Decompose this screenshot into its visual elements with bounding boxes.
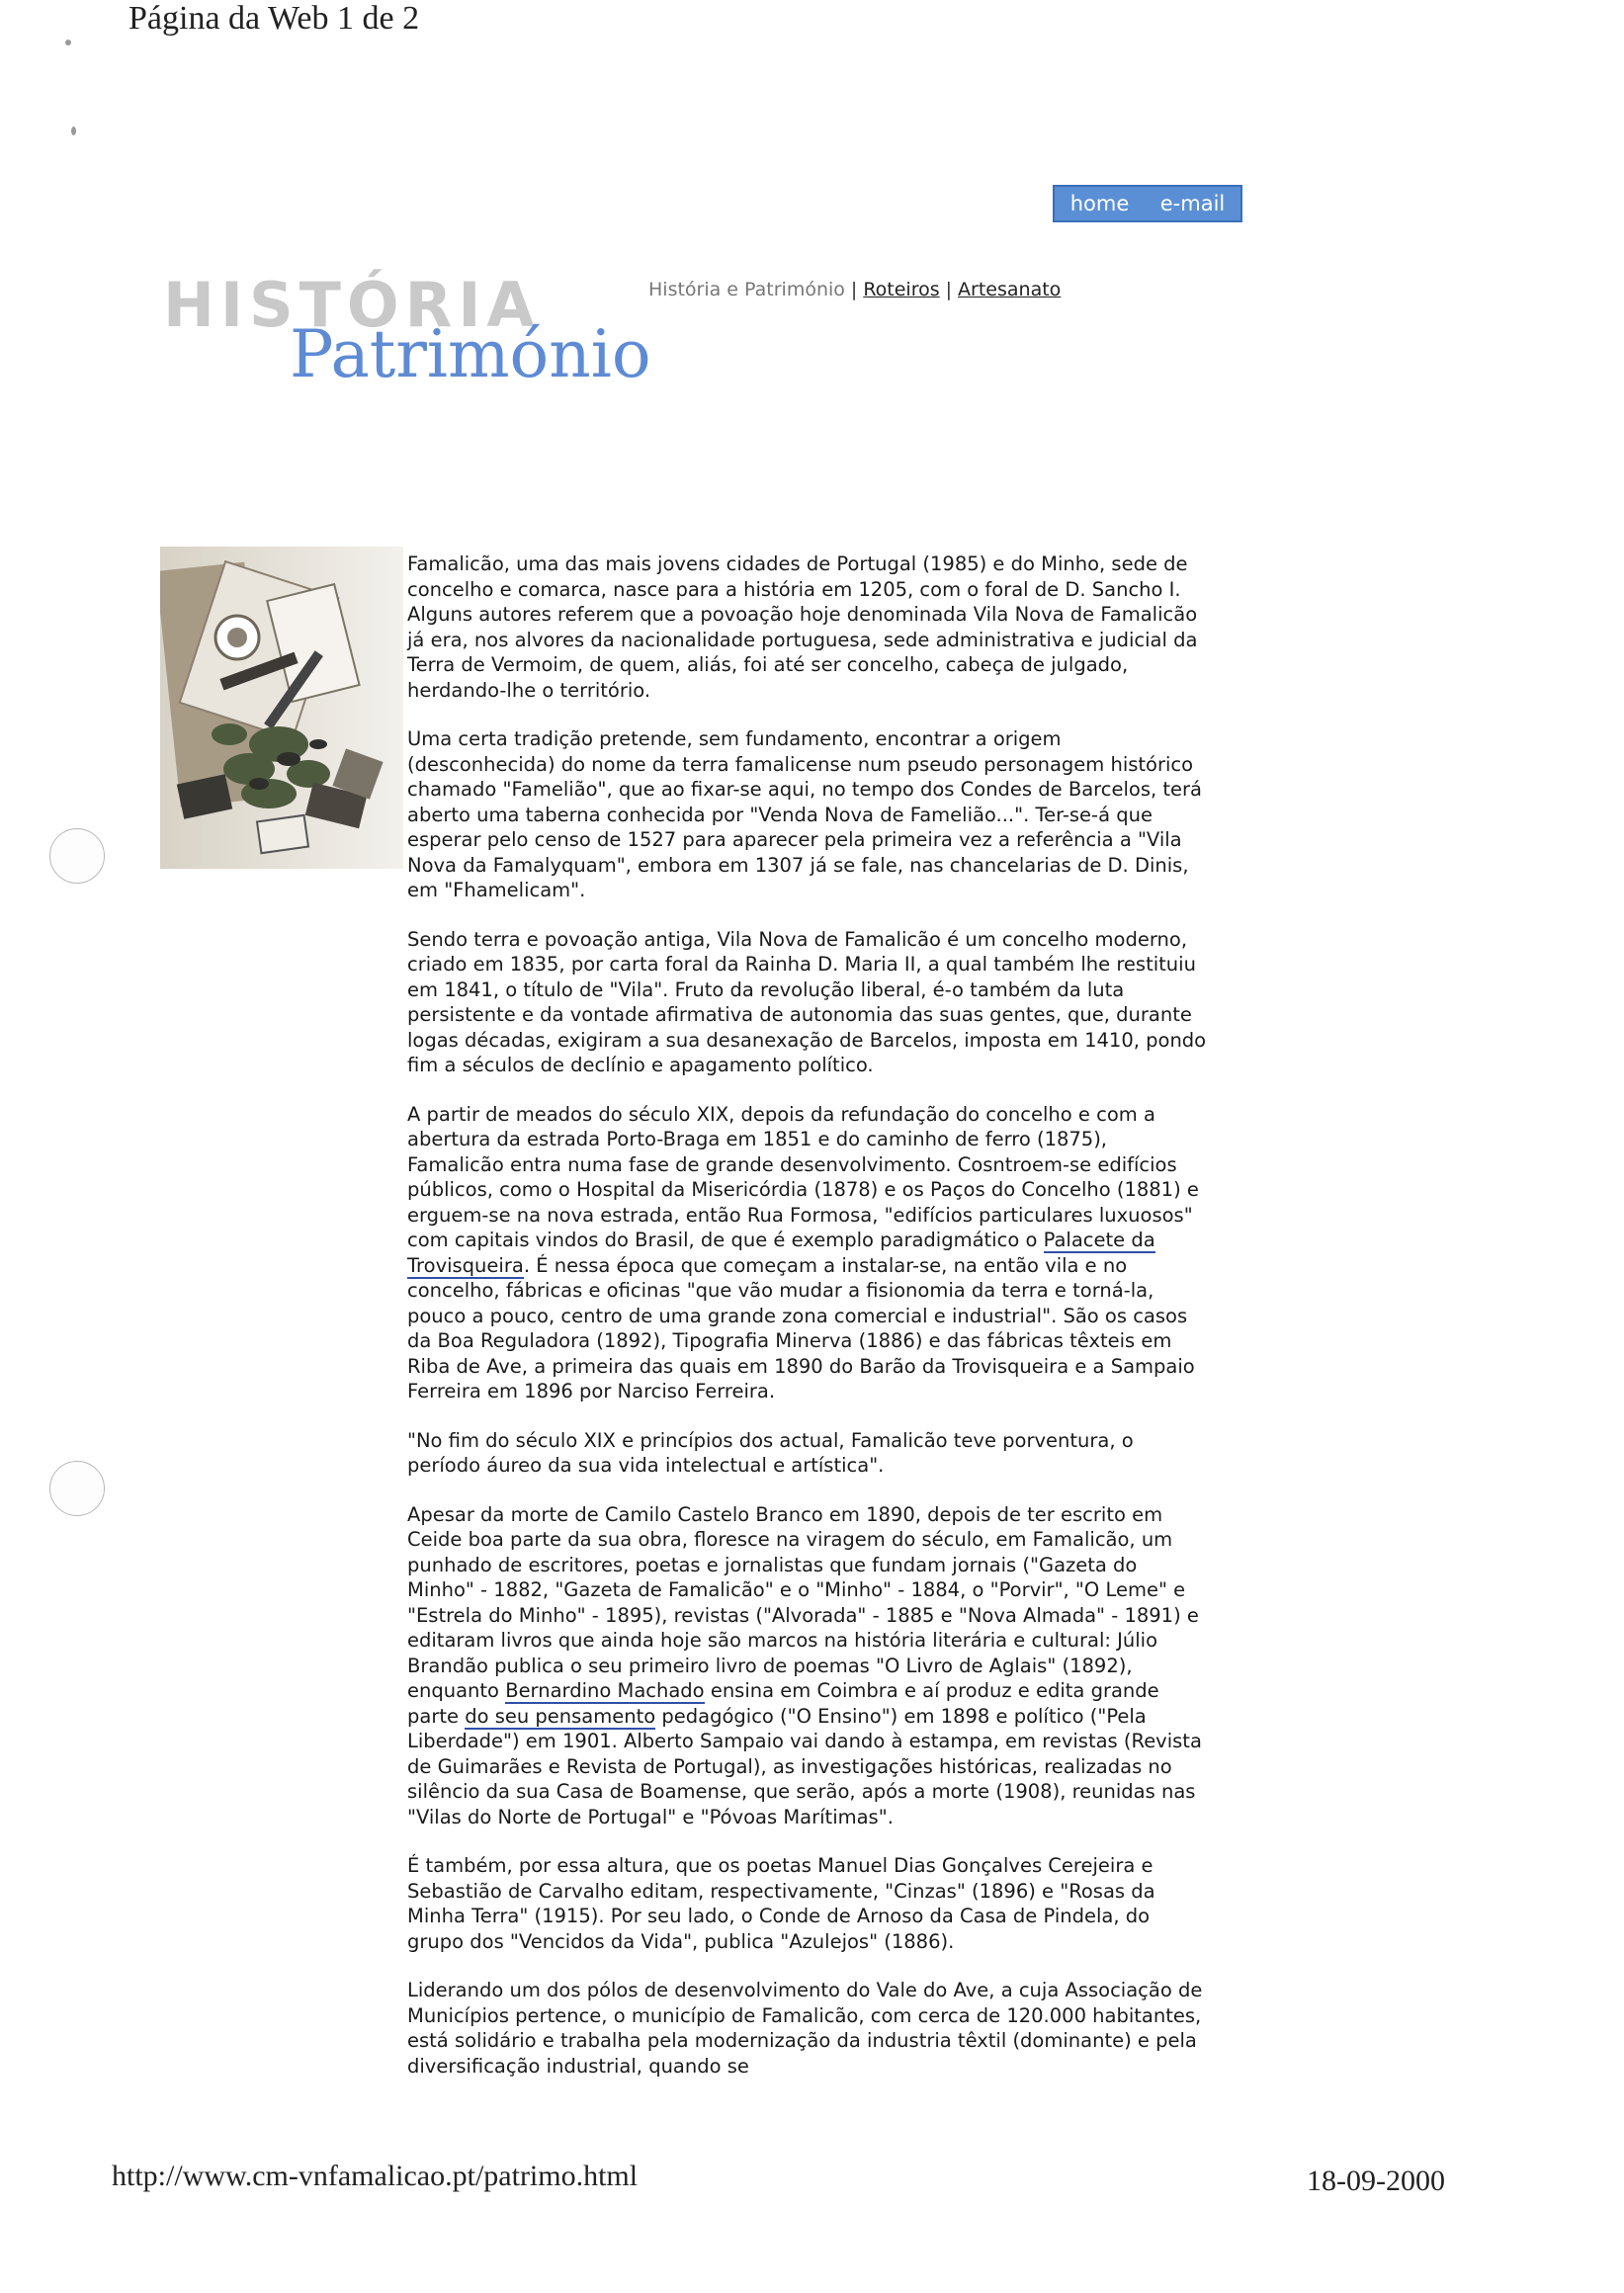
site-nav-link-artesanato[interactable]: Artesanato <box>958 279 1062 300</box>
email-link[interactable]: e-mail <box>1159 192 1226 215</box>
paragraph-text: pedagógico ("O Ensino") em 1898 e político ("Pela Liberdade") em 1901. Alberto Sampaio vai dando à estampa, em revistas (Revista de Guimarães e Revista de Portugal), as investigações históricas, realizadas no silêncio da sua Casa de Boamense, que serão, após a morte (1908), reunidas nas "Vilas do Norte de Portugal" e "Póvoas Marítimas". <box>407 1704 1202 1828</box>
paragraph-text: . É nessa época que começam a instalar-se, na então vila e no concelho, fábricas e oficinas "que vão mudar a fisionomia da terra e torná-la, pouco a pouco, centro de uma grande zona comercial e industrial". São os casos da Boa Reguladora (1892), Tipografia Minerva (1886) e das fábricas têxteis em Riba de Ave, a primeira das quais em 1890 do Barão da Trovisqueira e a Sampaio Ferreira em 1896 por Narciso Ferreira. <box>407 1253 1195 1402</box>
top-nav-box <box>1053 185 1242 222</box>
site-nav-current: História e Património <box>648 279 845 300</box>
article-paragraph <box>407 1502 1208 1830</box>
scan-speck <box>71 127 76 135</box>
article-body <box>407 552 1208 2102</box>
punch-hole <box>49 1461 105 1516</box>
punch-hole <box>49 828 105 884</box>
site-nav <box>648 279 1061 300</box>
nav-separator: | <box>850 279 858 300</box>
site-nav-link-roteiros[interactable]: Roteiros <box>863 279 940 300</box>
article-paragraph: É também, por essa altura, que os poetas Manuel Dias Gonçalves Cerejeira e Sebastião de Carvalho editam, respectivamente, "Cinzas" (1896) e "Rosas da Minha Terra" (1915). Por seu lado, o Conde de Arnoso da Casa de Pindela, do grupo dos "Vencidos da Vida", publica "Azulejos" (1886). <box>407 1854 1155 1953</box>
article-paragraph <box>407 1102 1208 1404</box>
paragraph-text: Apesar da morte de Camilo Castelo Branco em 1890, depois de ter escrito em Ceide boa parte da sua obra, floresce na viragem do século, em Famalicão, um punhado de escritores, poetas e jornalistas que fundam jornais ("Gazeta do Minho" - 1882, "Gazeta de Famalicão" e o "Minho" - 1884, o "Porvir", "O Leme" e "Estrela do Minho" - 1895), revistas ("Alvorada" - 1885 e "Nova Almada" - 1891) e editaram livros que ainda hoje são marcos na história literária e cultural: Júlio Brandão publica o seu primeiro livro de poemas "O Livro de Aglais" (1892), enquanto <box>407 1502 1199 1702</box>
paragraph-text: A partir de meados do século XIX, depois da refundação do concelho e com a abertura da estrada Porto-Braga em 1851 e do caminho de ferro (1875), Famalicão entra numa fase de grande desenvolvimento. Cosntroem-se edifícios públicos, como o Hospital da Misericórdia (1878) e os Paços do Concelho (1881) e erguem-se na nova estrada, então Rua Formosa, "edifícios particulares luxuosos" com capitais vindos do Brasil, de que é exemplo paradigmático o <box>407 1102 1199 1251</box>
print-footer-url: http://www.cm-vnfamalicao.pt/patrimo.html <box>112 2160 639 2192</box>
handwritten-underline-palacete: Palacete da Trovisqueira <box>407 1229 1155 1277</box>
article-paragraph: Sendo terra e povoação antiga, Vila Nova de Famalicão é um concelho moderno, criado em 1835, por carta foral da Rainha D. Maria II, a qual também lhe restituiu em 1841, o título de "Vila". Fruto da revolução liberal, é-o também da luta persistente e da vontade afirmativa de autonomia das suas gentes, que, durante logas décadas, exigiram a sua desanexação de Barcelos, imposta em 1410, pondo fim a séculos de declínio e apagamento político. <box>407 927 1207 1076</box>
paragraph-text: ensina em Coimbra e aí produz e edita grande parte <box>407 1679 1159 1728</box>
scan-speck <box>65 40 71 45</box>
home-link[interactable]: home <box>1069 192 1130 215</box>
print-header-title: Página da Web 1 de 2 <box>128 0 420 37</box>
print-footer-date: 18-09-2000 <box>1307 2165 1445 2197</box>
article-paragraph: Famalicão, uma das mais jovens cidades de Portugal (1985) e do Minho, sede de concelho e comarca, nasce para a história em 1205, com o foral de D. Sancho I. Alguns autores referem que a povoação hoje denominada Vila Nova de Famalicão já era, nos alvores da nacionalidade portuguesa, sede administrativa e judicial da Terra de Vermoim, de quem, aliás, foi até ser concelho, cabeça de julgado, herdando-lhe o território. <box>407 552 1198 702</box>
logo-text-historia: HISTÓRIA <box>163 269 541 341</box>
article-paragraph: "No fim do século XIX e princípios dos actual, Famalicão teve porventura, o período áureo da sua vida intelectual e artística". <box>407 1428 1134 1477</box>
article-paragraph: Uma certa tradição pretende, sem fundamento, encontrar a origem (desconhecida) do nome da terra famalicense num pseudo personagem histórico chamado "Famelião", que ao fixar-se aqui, no tempo dos Condes de Barcelos, terá aberto uma taberna conhecida por "Venda Nova de Famelião...". Ter-se-á que esperar pelo censo de 1527 para aparecer pela primeira vez a referência a "Vila Nova da Famalyquam", embora em 1307 já se fale, nas chancelarias de D. Dinis, em "Fhamelicam". <box>407 727 1203 901</box>
site-logo <box>163 269 651 402</box>
handwritten-underline-bernardino: Bernardino Machado <box>505 1679 705 1702</box>
article-paragraph: Liderando um dos pólos de desenvolvimento do Vale do Ave, a cuja Associação de Municípios pertence, o município de Famalicão, com cerca de 120.000 habitantes, está solidário e trabalha pela modernização da industria têxtil (dominante) e pela diversificação industrial, quando se <box>407 1979 1203 2078</box>
heritage-collage-image <box>160 547 403 869</box>
nav-separator: | <box>945 279 953 300</box>
logo-text-patrimonio: Património <box>290 316 651 392</box>
handwritten-underline-pensamento: do seu pensamento <box>465 1704 656 1728</box>
